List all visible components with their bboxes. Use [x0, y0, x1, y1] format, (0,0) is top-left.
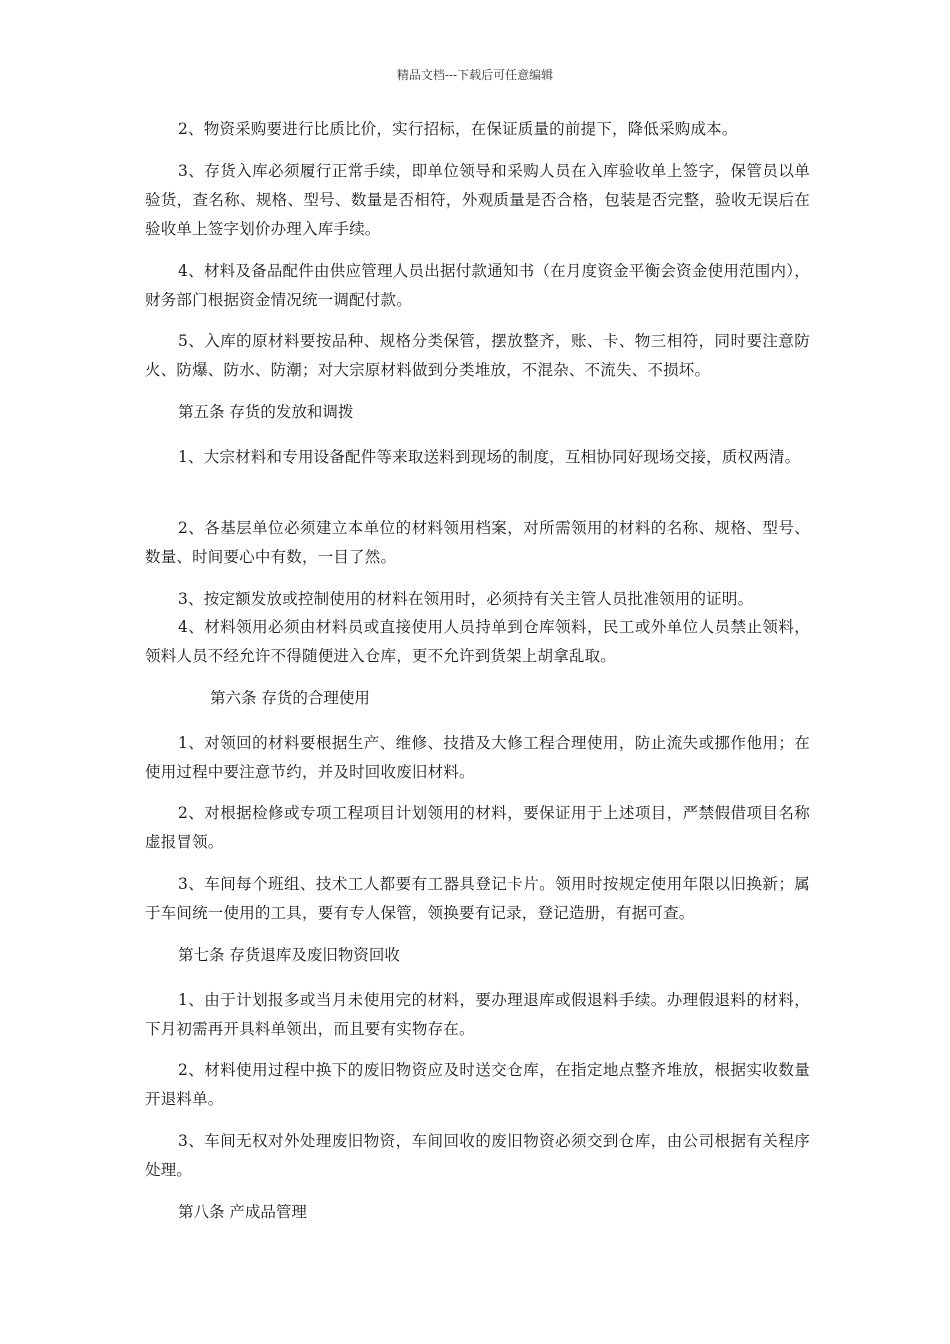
paragraph: 2、材料使用过程中换下的废旧物资应及时送交仓库，在指定地点整齐堆放，根据实收数量开退料单。	[145, 1061, 810, 1108]
page-header: 精品文档---下载后可任意编辑	[396, 68, 554, 82]
section-heading: 第八条 产成品管理	[178, 1203, 307, 1221]
paragraph: 1、对领回的材料要根据生产、维修、技措及大修工程合理使用，防止流失或挪作他用；在使用过程中要注意节约，并及时回收废旧材料。	[145, 734, 810, 781]
paragraph: 2、对根据检修或专项工程项目计划领用的材料，要保证用于上述项目，严禁假借项目名称虚报冒领。	[145, 804, 810, 851]
section-heading: 第五条 存货的发放和调拨	[178, 403, 354, 421]
paragraph: 4、材料领用必须由材料员或直接使用人员持单到仓库领料，民工或外单位人员禁止领料，领料人员不经允许不得随便进入仓库，更不允许到货架上胡拿乱取。	[145, 618, 810, 665]
paragraph: 2、物资采购要进行比质比价，实行招标，在保证质量的前提下，降低采购成本。	[178, 120, 738, 138]
paragraph: 3、存货入库必须履行正常手续，即单位领导和采购人员在入库验收单上签字，保管员以单验货，查名称、规格、型号、数量是否相符，外观质量是否合格，包装是否完整，验收无误后在验收单上签字划价办理入库手续。	[145, 162, 810, 238]
paragraph: 2、各基层单位必须建立本单位的材料领用档案，对所需领用的材料的名称、规格、型号、数量、时间要心中有数，一目了然。	[145, 519, 810, 566]
paragraph: 1、由于计划报多或当月未使用完的材料，要办理退库或假退料手续。办理假退料的材料，下月初需再开具料单领出，而且要有实物存在。	[145, 991, 810, 1038]
section-heading: 第六条 存货的合理使用	[210, 689, 370, 707]
paragraph: 5、入库的原材料要按品种、规格分类保管，摆放整齐，账、卡、物三相符，同时要注意防火、防爆、防水、防潮；对大宗原材料做到分类堆放，不混杂、不流失、不损坏。	[145, 332, 810, 379]
section-heading: 第七条 存货退库及废旧物资回收	[178, 946, 400, 964]
paragraph: 3、车间无权对外处理废旧物资，车间回收的废旧物资必须交到仓库，由公司根据有关程序处理。	[145, 1132, 810, 1179]
paragraph: 4、材料及备品配件由供应管理人员出据付款通知书（在月度资金平衡会资金使用范围内），财务部门根据资金情况统一调配付款。	[145, 262, 810, 309]
paragraph: 1、大宗材料和专用设备配件等来取送料到现场的制度，互相协同好现场交接，质权两清。	[178, 448, 801, 466]
paragraph: 3、车间每个班组、技术工人都要有工器具登记卡片。领用时按规定使用年限以旧换新；属于车间统一使用的工具，要有专人保管，领换要有记录，登记造册，有据可查。	[145, 875, 810, 922]
paragraph: 3、按定额发放或控制使用的材料在领用时，必须持有关主管人员批准领用的证明。	[178, 590, 754, 608]
